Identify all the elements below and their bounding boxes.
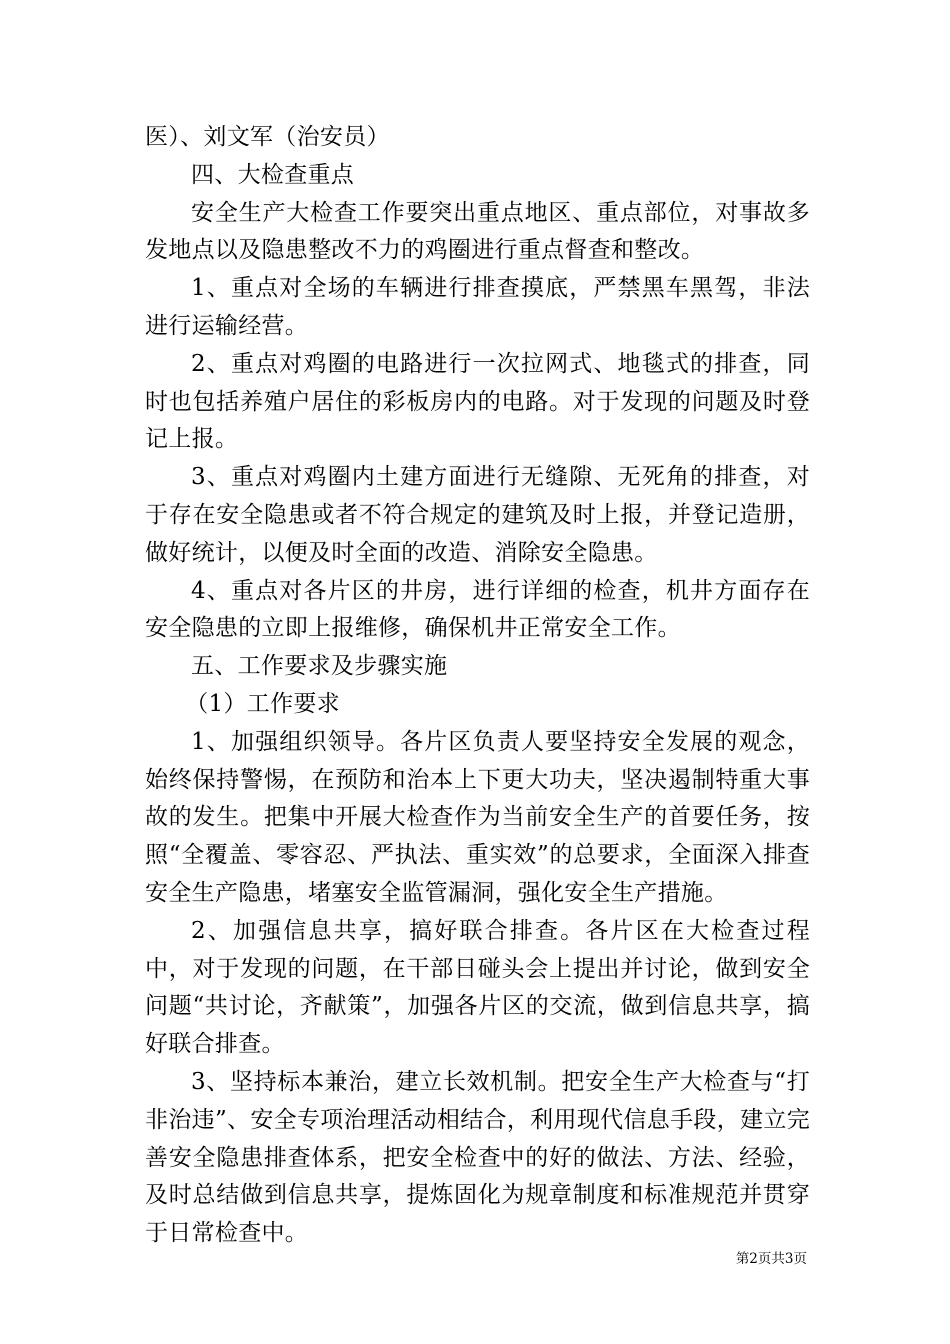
list-item-construction: 3、重点对鸡圈内土建方面进行无缝隙、无死角的排查，对于存在安全隐患或者不符合规定的建筑及时上报，并登记造册，做好统计，以便及时全面的改造、消除安全隐患。 (145, 464, 810, 566)
page-number: 第2页共3页 (735, 1251, 807, 1267)
section-heading-inspection-focus: 四、大检查重点 (191, 161, 355, 188)
list-item-organization: 1、加强组织领导。各片区负责人要坚持安全发展的观念，始终保持警惕，在预防和治本上下更大功夫，坚决遏制特重大事故的发生。把集中开展大检查作为当前安全生产的首要任务，按照“全覆盖、零容忍、严执法、重实效”的总要求，全面深入排查安全生产隐患，堵塞安全监管漏洞，强化安全生产措施。 (145, 728, 810, 906)
list-item-information-sharing: 2、加强信息共享，搞好联合排查。各片区在大检查过程中，对于发现的问题，在干部日碰头会上提出并讨论，做到安全问题“共讨论，齐献策”，加强各片区的交流，做到信息共享，搞好联合排查。 (145, 917, 810, 1058)
list-item-long-term-mechanism: 3、坚持标本兼治，建立长效机制。把安全生产大检查与“打非治违”、安全专项治理活动相结合，利用现代信息手段，建立完善安全隐患排查体系，把安全检查中的好的做法、方法、经验，及时总结做到信息共享，提炼固化为规章制度和标准规范并贯穿于日常检查中。 (145, 1068, 810, 1247)
list-item-circuits: 2、重点对鸡圈的电路进行一次拉网式、地毯式的排查，同时也包括养殖户居住的彩板房内的电路。对于发现的问题及时登记上报。 (145, 350, 810, 453)
list-item-vehicles: 1、重点对全场的车辆进行排查摸底，严禁黑车黑驾，非法进行运输经营。 (145, 275, 810, 339)
paragraph-continuation: 医）、刘文军（治安员） (145, 124, 390, 150)
paragraph-intro: 安全生产大检查工作要突出重点地区、重点部位，对事故多发地点以及隐患整改不力的鸡圈进行重点督查和整改。 (145, 199, 810, 264)
section-heading-work-requirements: 五、工作要求及步骤实施 (191, 653, 448, 680)
document-body (145, 119, 810, 1253)
subsection-heading: （1）工作要求 (185, 690, 340, 717)
list-item-well-houses: 4、重点对各片区的井房，进行详细的检查，机井方面存在安全隐患的立即上报维修，确保机井正常安全工作。 (145, 577, 810, 642)
